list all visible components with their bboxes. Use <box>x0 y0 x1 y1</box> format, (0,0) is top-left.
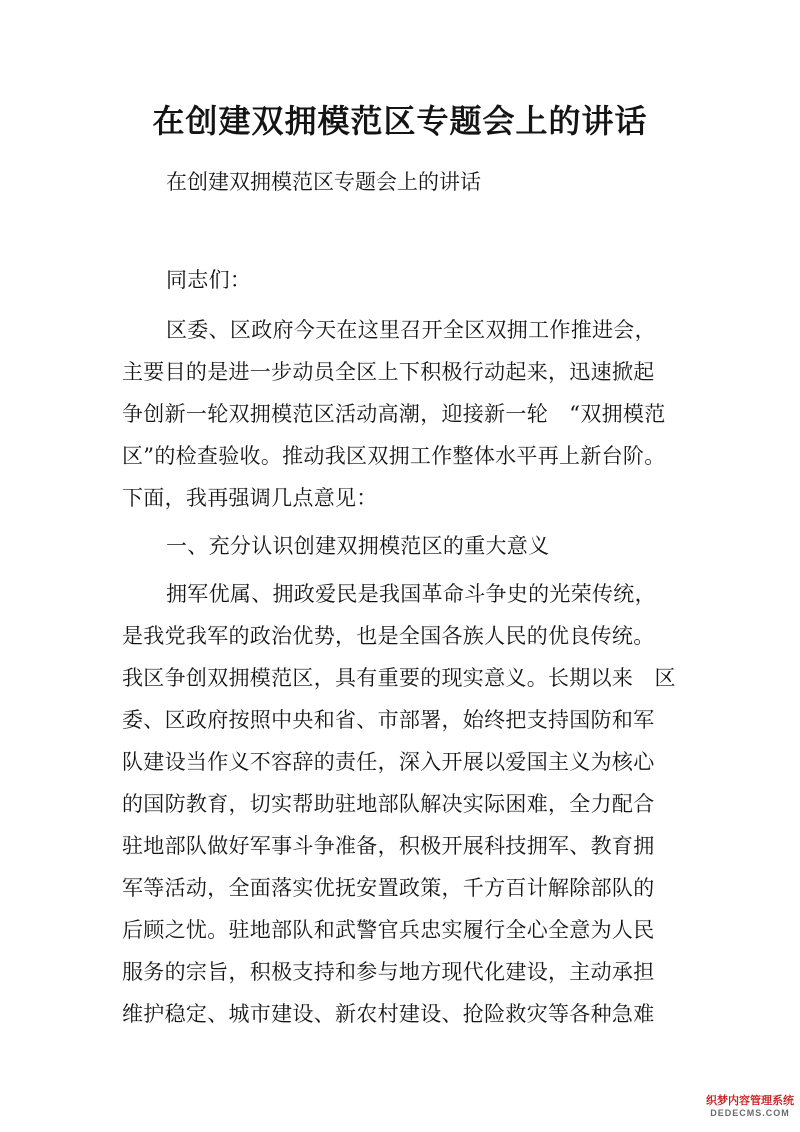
watermark-en-text: DEDECMS.COM <box>710 1108 790 1118</box>
document-subtitle: 在创建双拥模范区专题会上的讲话 <box>166 170 481 194</box>
body-line: 服务的宗旨，积极支持和参与地方现代化建设，主动承担 <box>122 960 655 984</box>
body-line: 争创新一轮双拥模范区活动高潮，迎接新一轮 “双拥模范 <box>122 402 666 426</box>
section-heading: 一、充分认识创建双拥模范区的重大意义 <box>166 534 550 558</box>
body-line: 是我党我军的政治优势，也是全国各族人民的优良传统。 <box>122 624 655 648</box>
body-line: 驻地部队做好军事斗争准备，积极开展科技拥军、教育拥 <box>122 834 655 858</box>
body-line: 后顾之忧。驻地部队和武警官兵忠实履行全心全意为人民 <box>122 918 655 942</box>
body-line: 区”的检查验收。推动我区双拥工作整体水平再上新台阶。 <box>122 444 666 468</box>
body-line: 区委、区政府今天在这里召开全区双拥工作推进会， <box>166 318 656 342</box>
body-line: 委、区政府按照中央和省、市部署，始终把支持国防和军 <box>122 708 655 732</box>
document-title: 在创建双拥模范区专题会上的讲话 <box>152 102 648 140</box>
body-line: 我区争创双拥模范区，具有重要的现实意义。长期以来 区 <box>122 666 676 690</box>
salutation: 同志们： <box>166 268 252 292</box>
body-line: 军等活动，全面落实优抚安置政策，千方百计解除部队的 <box>122 876 655 900</box>
body-line: 队建设当作义不容辞的责任，深入开展以爱国主义为核心 <box>122 750 655 774</box>
body-line: 维护稳定、城市建设、新农村建设、抢险救灾等各种急难 <box>122 1002 655 1026</box>
body-line: 拥军优属、拥政爱民是我国革命斗争史的光荣传统， <box>166 582 656 606</box>
body-line: 主要目的是进一步动员全区上下积极行动起来，迅速掀起 <box>122 360 655 384</box>
watermark-logo <box>706 1095 794 1118</box>
body-line: 下面，我再强调几点意见： <box>122 486 378 510</box>
watermark-cn-text: 织梦内容管理系统 <box>706 1095 794 1107</box>
body-line: 的国防教育，切实帮助驻地部队解决实际困难，全力配合 <box>122 792 655 816</box>
